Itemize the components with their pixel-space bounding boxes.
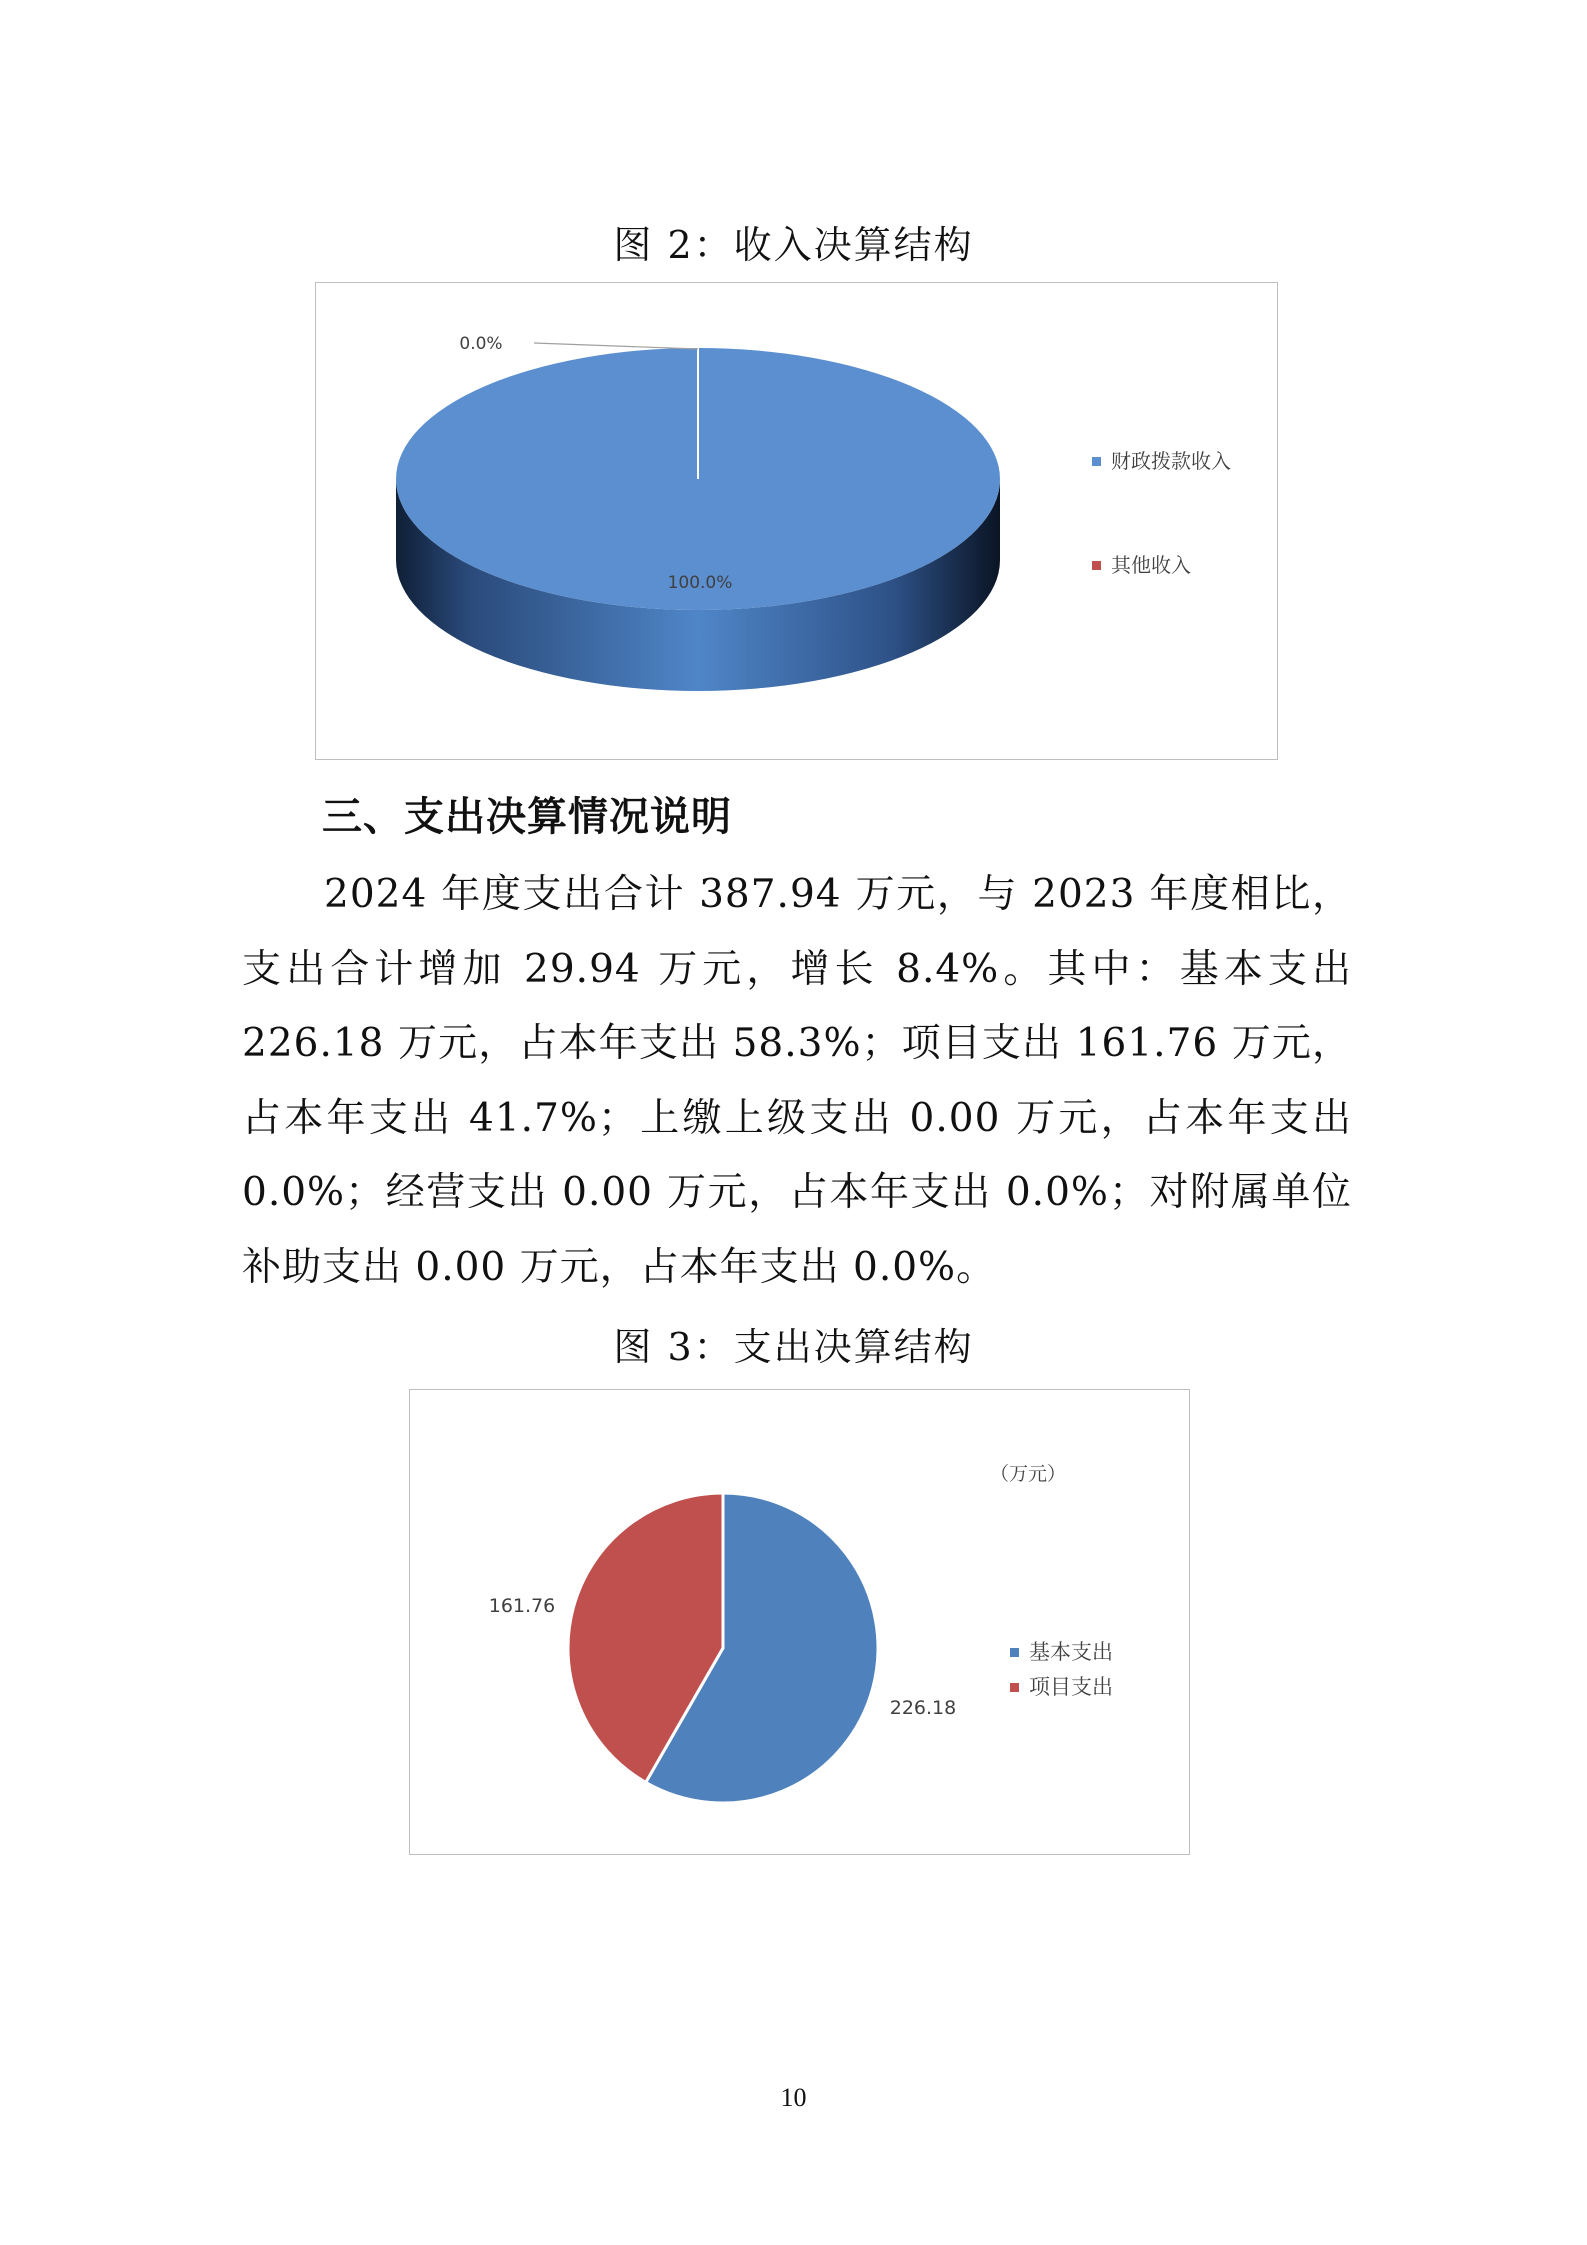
- income-chart-frame: [315, 282, 1278, 760]
- income-pie-chart: [316, 283, 1276, 758]
- expenditure-chart-frame: [409, 1389, 1190, 1855]
- legend-swatch-qita: [1092, 561, 1101, 570]
- legend-swatch-caizheng: [1092, 457, 1101, 466]
- section-paragraph: 2024 年度支出合计 387.94 万元，与 2023 年度相比，支出合计增加 29.94 万元，增长 8.4%。其中：基本支出 226.18 万元，占本年支出 58.3%；项目支出 161.76 万元，占本年支出 41.7%；上缴上级支出 0.00 万元，占本年支出 0.0%；经营支出 0.00 万元，占本年支出 0.0%；对附属单位补助支出 0.00 万元，占本年支出 0.0%。: [242, 872, 1352, 1290]
- page-number: 10: [780, 2083, 807, 2112]
- section-heading: 三、支出决算情况说明: [322, 794, 732, 840]
- legend-label-xiangmu: 项目支出: [1029, 1675, 1113, 1699]
- expenditure-unit-label: （万元）: [990, 1463, 1067, 1485]
- expenditure-data-label-jiben: 226.18: [889, 1697, 957, 1719]
- figure2-caption: 图 2：收入决算结构: [613, 223, 974, 267]
- income-label-leader-line: [534, 343, 698, 349]
- expenditure-pie-chart: [410, 1390, 1188, 1853]
- legend-label-jiben: 基本支出: [1029, 1640, 1113, 1664]
- legend-label-qita: 其他收入: [1111, 553, 1191, 577]
- figure3-caption: 图 3：支出决算结构: [613, 1325, 974, 1369]
- legend-swatch-xiangmu: [1010, 1683, 1019, 1692]
- income-data-label-caizheng: 100.0%: [667, 573, 733, 593]
- legend-label-caizheng: 财政拨款收入: [1111, 449, 1231, 473]
- legend-swatch-jiben: [1010, 1648, 1019, 1657]
- income-data-label-qita: 0.0%: [459, 334, 503, 354]
- expenditure-data-label-xiangmu: 161.76: [488, 1595, 556, 1617]
